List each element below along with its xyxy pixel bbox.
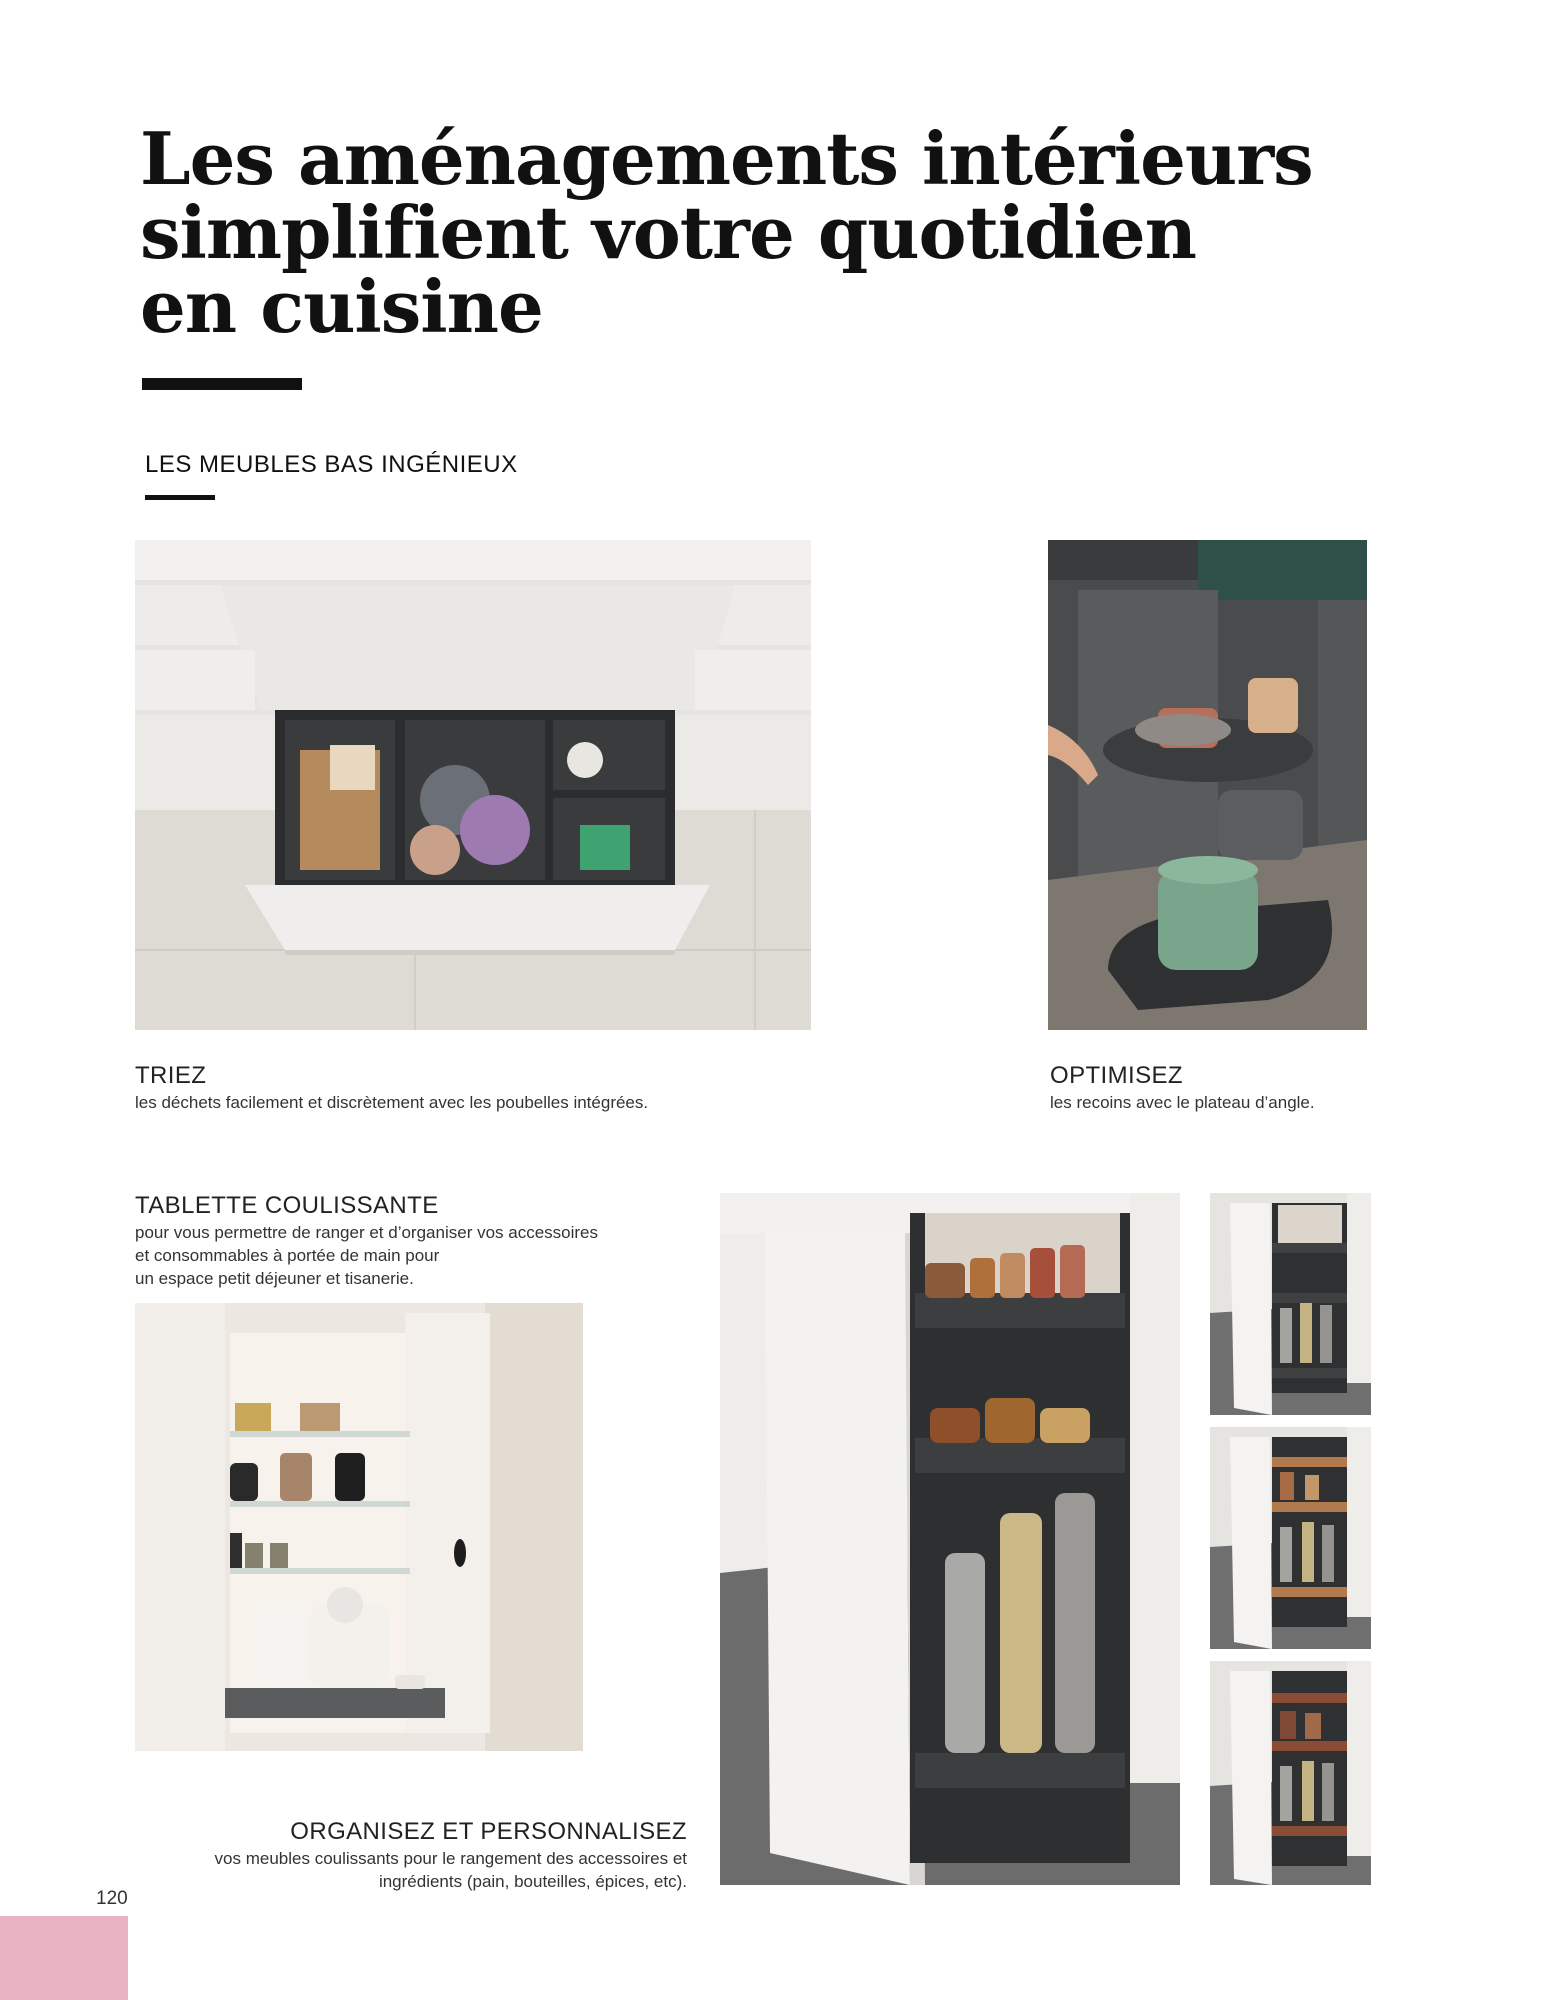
title-line-1: Les aménagements intérieurs [140, 116, 1313, 201]
title-line-2: simplifient votre quotidien [140, 190, 1197, 275]
page-number: 120 [96, 1888, 128, 1909]
organisez-title: ORGANISEZ ET PERSONNALISEZ [290, 1818, 687, 1845]
photo-sliding-shelf-pantry [135, 1303, 583, 1751]
photo-pull-out-column [720, 1193, 1180, 1885]
optimisez-title: OPTIMISEZ [1050, 1062, 1183, 1089]
tablette-title: TABLETTE COULISSANTE [135, 1192, 439, 1219]
page-title [140, 116, 1340, 349]
page-color-tab [0, 1916, 128, 2000]
tablette-text: pour vous permettre de ranger et d’organiser vos accessoires et consommables à portée de main pour un espace petit déjeuner et tisanerie. [135, 1223, 599, 1288]
thumbnail-column-1 [1210, 1193, 1371, 1415]
title-line-3: en cuisine [140, 264, 543, 349]
section-underline [145, 495, 215, 500]
organisez-text: vos meubles coulissants pour le rangement des accessoires et ingrédients (pain, bouteilles, épices, etc). [214, 1849, 687, 1891]
photo-waste-bins-drawer [135, 540, 811, 1030]
triez-text: les déchets facilement et discrètement avec les poubelles intégrées. [135, 1093, 649, 1112]
title-underline [142, 378, 302, 390]
optimisez-text: les recoins avec le plateau d’angle. [1050, 1093, 1315, 1112]
thumbnail-column-2 [1210, 1427, 1371, 1649]
triez-title: TRIEZ [135, 1062, 207, 1089]
section-heading: LES MEUBLES BAS INGÉNIEUX [145, 451, 518, 478]
photo-corner-tray [1048, 540, 1367, 1030]
thumbnail-column-3 [1210, 1661, 1371, 1885]
